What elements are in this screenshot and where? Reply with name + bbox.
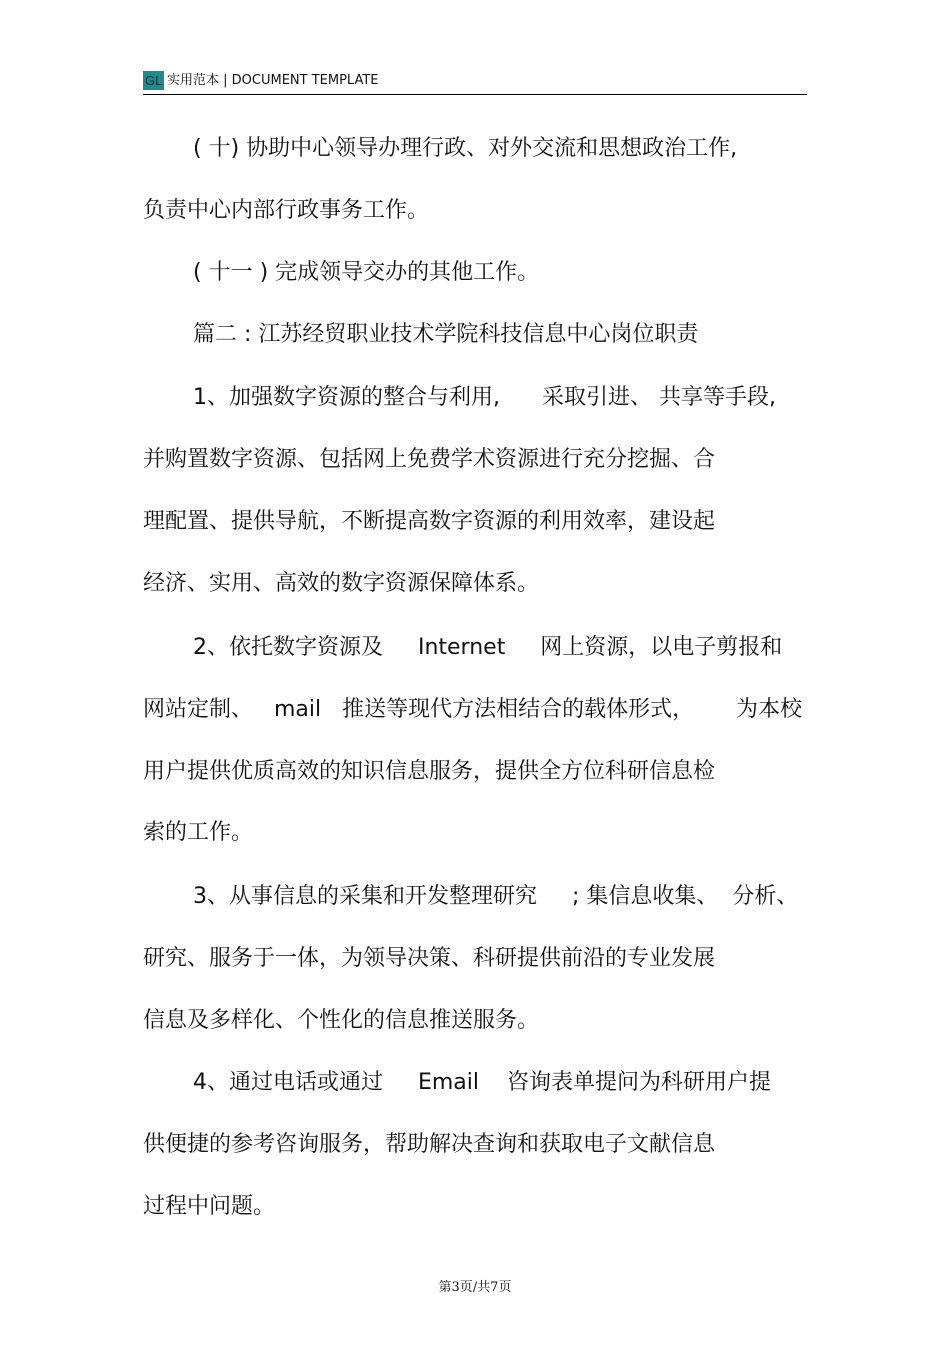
header-title: 实用范本 | DOCUMENT TEMPLATE	[167, 73, 379, 88]
page-header	[143, 70, 807, 95]
paragraph-line: 4、通过电话或通过 Email 咨询表单提问为科研用户提	[193, 1070, 771, 1095]
paragraph-line: 并购置数字资源、包括网上免费学术资源进行充分挖掘、合	[143, 447, 716, 472]
paragraph-line: 1、加强数字资源的整合与利用, 采取引进、 共享等手段,	[193, 385, 776, 410]
paragraph-line: 网站定制、 mail 推送等现代方法相结合的载体形式， 为本校	[143, 697, 803, 722]
paragraph-line: 理配置、提供导航，不断提高数字资源的利用效率，建设起	[143, 509, 716, 534]
paragraph-line: 过程中问题。	[143, 1194, 276, 1219]
paragraph-line: 供便捷的参考咨询服务，帮助解决查询和获取电子文献信息	[143, 1132, 716, 1157]
paragraph-line: 2、依托数字资源及 Internet 网上资源，以电子剪报和	[193, 635, 783, 660]
gl-logo: GL	[145, 73, 163, 88]
paragraph-line: 负责中心内部行政事务工作。	[143, 198, 430, 223]
page-number: 第3页/共7页	[438, 1280, 512, 1295]
paragraph-line: 3、从事信息的采集和开发整理研究 ; 集信息收集、 分析、	[193, 884, 799, 909]
paragraph-line: 研究、服务于一体，为领导决策、科研提供前沿的专业发展	[143, 946, 716, 971]
section-title: 篇二 : 江苏经贸职业技术学院科技信息中心岗位职责	[193, 322, 699, 347]
paragraph-line: ( 十) 协助中心领导办理行政、对外交流和思想政治工作,	[193, 136, 738, 161]
paragraph-line: 用户提供优质高效的知识信息服务，提供全方位科研信息检	[143, 759, 716, 784]
paragraph-line: 索的工作。	[143, 820, 254, 845]
paragraph-line: ( 十一 ) 完成领导交办的其他工作。	[193, 260, 540, 285]
paragraph-line: 信息及多样化、个性化的信息推送服务。	[143, 1008, 540, 1033]
paragraph-line: 经济、实用、高效的数字资源保障体系。	[143, 571, 540, 596]
